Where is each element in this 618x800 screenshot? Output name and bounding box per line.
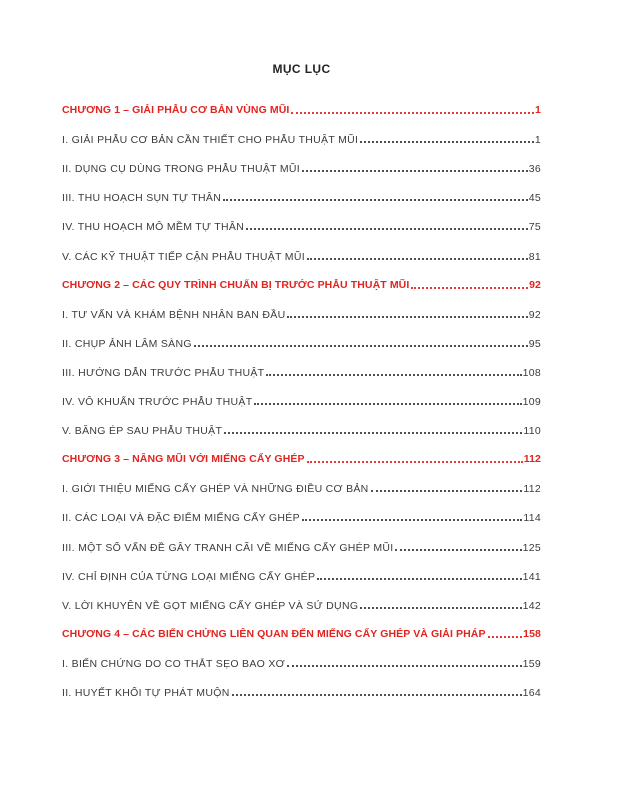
toc-entry-item[interactable] — [62, 524, 541, 553]
toc-entry-label: I. GIẢI PHẪU CƠ BẢN CẦN THIẾT CHO PHẪU THUẬT MŨI — [62, 134, 359, 147]
toc-entry-label: CHƯƠNG 3 – NÂNG MŨI VỚI MIẾNG CẤY GHÉP — [62, 453, 305, 466]
page-title: MỤC LỤC — [272, 62, 331, 76]
toc-entry-page: 45 — [528, 192, 541, 205]
toc-entry-item[interactable] — [62, 408, 541, 437]
toc-entry-chapter[interactable] — [62, 88, 541, 117]
toc-entry-label: IV. VÔ KHUẨN TRƯỚC PHẪU THUẬT — [62, 396, 253, 409]
toc-entry-item[interactable] — [62, 292, 541, 321]
toc-entry-page: 141 — [522, 570, 541, 583]
dot-leader — [266, 374, 521, 376]
toc-entry-page: 1 — [535, 104, 541, 117]
toc-entry-label: IV. THU HOẠCH MÔ MỀM TỰ THÂN — [62, 221, 245, 234]
toc-entry-item[interactable] — [62, 554, 541, 583]
dot-leader — [291, 112, 534, 114]
dot-leader — [371, 490, 523, 492]
toc-entry-page: 1 — [534, 134, 541, 147]
toc-entry-chapter[interactable] — [62, 437, 541, 466]
toc-entry-page: 164 — [522, 686, 541, 699]
toc-entry-item[interactable] — [62, 495, 541, 524]
toc-entry-label: CHƯƠNG 2 – CÁC QUY TRÌNH CHUẨN BỊ TRƯỚC PHẪU THUẬT MŨI — [62, 278, 410, 291]
dot-leader — [411, 287, 528, 289]
toc-entry-label: III. THU HOẠCH SỤN TỰ THÂN — [62, 192, 222, 205]
toc-entry-page: 110 — [523, 425, 541, 438]
toc-entry-page: 112 — [523, 453, 541, 466]
toc-entry-page: 109 — [522, 396, 541, 409]
toc-entry-item[interactable] — [62, 350, 541, 379]
toc-entry-label: I. GIỚI THIỆU MIẾNG CẤY GHÉP VÀ NHỮNG ĐIỀU CƠ BẢN — [62, 483, 369, 496]
toc-entry-label: II. CHỤP ẢNH LÂM SÀNG — [62, 337, 192, 350]
toc-entry-label: II. DỤNG CỤ DÙNG TRONG PHẪU THUẬT MŨI — [62, 163, 301, 176]
dot-leader — [360, 607, 521, 609]
toc-entry-label: V. LỜI KHUYÊN VỀ GỌT MIẾNG CẤY GHÉP VÀ SỬ DỤNG — [62, 599, 359, 612]
toc-entry-label: II. CÁC LOẠI VÀ ĐẶC ĐIỂM MIẾNG CẤY GHÉP — [62, 512, 300, 525]
dot-leader — [307, 461, 523, 463]
toc-entry-label: III. MỘT SỐ VẤN ĐỀ GÂY TRANH CÃI VỀ MIẾNG CẤY GHÉP MŨI — [62, 541, 394, 554]
toc-entry-page: 125 — [522, 541, 541, 554]
toc-entry-page: 95 — [528, 337, 541, 350]
toc-entry-item[interactable] — [62, 146, 541, 175]
toc-entry-label: I. BIẾN CHỨNG DO CO THẮT SẸO BAO XƠ — [62, 657, 285, 670]
toc-entry-page: 114 — [523, 512, 541, 525]
toc-entry-page: 92 — [529, 278, 541, 291]
dot-leader — [302, 519, 522, 521]
dot-leader — [395, 549, 521, 551]
toc-entry-page: 81 — [528, 250, 541, 263]
toc-entry-page: 158 — [523, 627, 541, 640]
toc-entry-item[interactable] — [62, 117, 541, 146]
dot-leader — [254, 403, 521, 405]
toc-entry-label: V. BĂNG ÉP SAU PHẪU THUẬT — [62, 425, 223, 438]
toc-entry-page: 112 — [523, 483, 541, 496]
toc-entry-item[interactable] — [62, 204, 541, 233]
toc-entry-label: II. HUYẾT KHỐI TỰ PHÁT MUỘN — [62, 686, 230, 699]
dot-leader — [287, 316, 527, 318]
toc-entry-label: IV. CHỈ ĐỊNH CỦA TỪNG LOẠI MIẾNG CẤY GHÉP — [62, 570, 316, 583]
toc-entry-item[interactable] — [62, 175, 541, 204]
toc-entry-item[interactable] — [62, 233, 541, 262]
dot-leader — [302, 170, 528, 172]
dot-leader — [360, 141, 534, 143]
toc-entry-item[interactable] — [62, 583, 541, 612]
toc-list — [62, 88, 541, 699]
toc-entry-item[interactable] — [62, 670, 541, 699]
toc-entry-page: 36 — [528, 163, 541, 176]
toc-entry-label: I. TƯ VẤN VÀ KHÁM BỆNH NHÂN BAN ĐẦU — [62, 308, 286, 321]
toc-entry-label: CHƯƠNG 4 – CÁC BIẾN CHỨNG LIÊN QUAN ĐẾN MIẾNG CẤY GHÉP VÀ GIẢI PHÁP — [62, 627, 486, 640]
toc-entry-item[interactable] — [62, 321, 541, 350]
dot-leader — [223, 199, 528, 201]
toc-entry-label: CHƯƠNG 1 – GIẢI PHẪU CƠ BẢN VÙNG MŨI — [62, 104, 290, 117]
dot-leader — [232, 694, 522, 696]
toc-entry-page: 75 — [528, 221, 541, 234]
toc-entry-label: III. HƯỚNG DẪN TRƯỚC PHẪU THUẬT — [62, 366, 265, 379]
toc-entry-page: 142 — [522, 599, 541, 612]
dot-leader — [307, 258, 528, 260]
toc-entry-page: 92 — [528, 308, 541, 321]
toc-entry-chapter[interactable] — [62, 263, 541, 292]
dot-leader — [287, 665, 522, 667]
dot-leader — [246, 228, 528, 230]
toc-entry-page: 108 — [522, 366, 541, 379]
toc-entry-label: V. CÁC KỸ THUẬT TIẾP CẬN PHẪU THUẬT MŨI — [62, 250, 305, 263]
toc-entry-chapter[interactable] — [62, 612, 541, 641]
dot-leader — [317, 578, 521, 580]
toc-entry-page: 159 — [522, 657, 541, 670]
toc-entry-item[interactable] — [62, 379, 541, 408]
dot-leader — [194, 345, 528, 347]
toc-entry-item[interactable] — [62, 641, 541, 670]
dot-leader — [488, 636, 523, 638]
dot-leader — [224, 432, 522, 434]
toc-entry-item[interactable] — [62, 466, 541, 495]
